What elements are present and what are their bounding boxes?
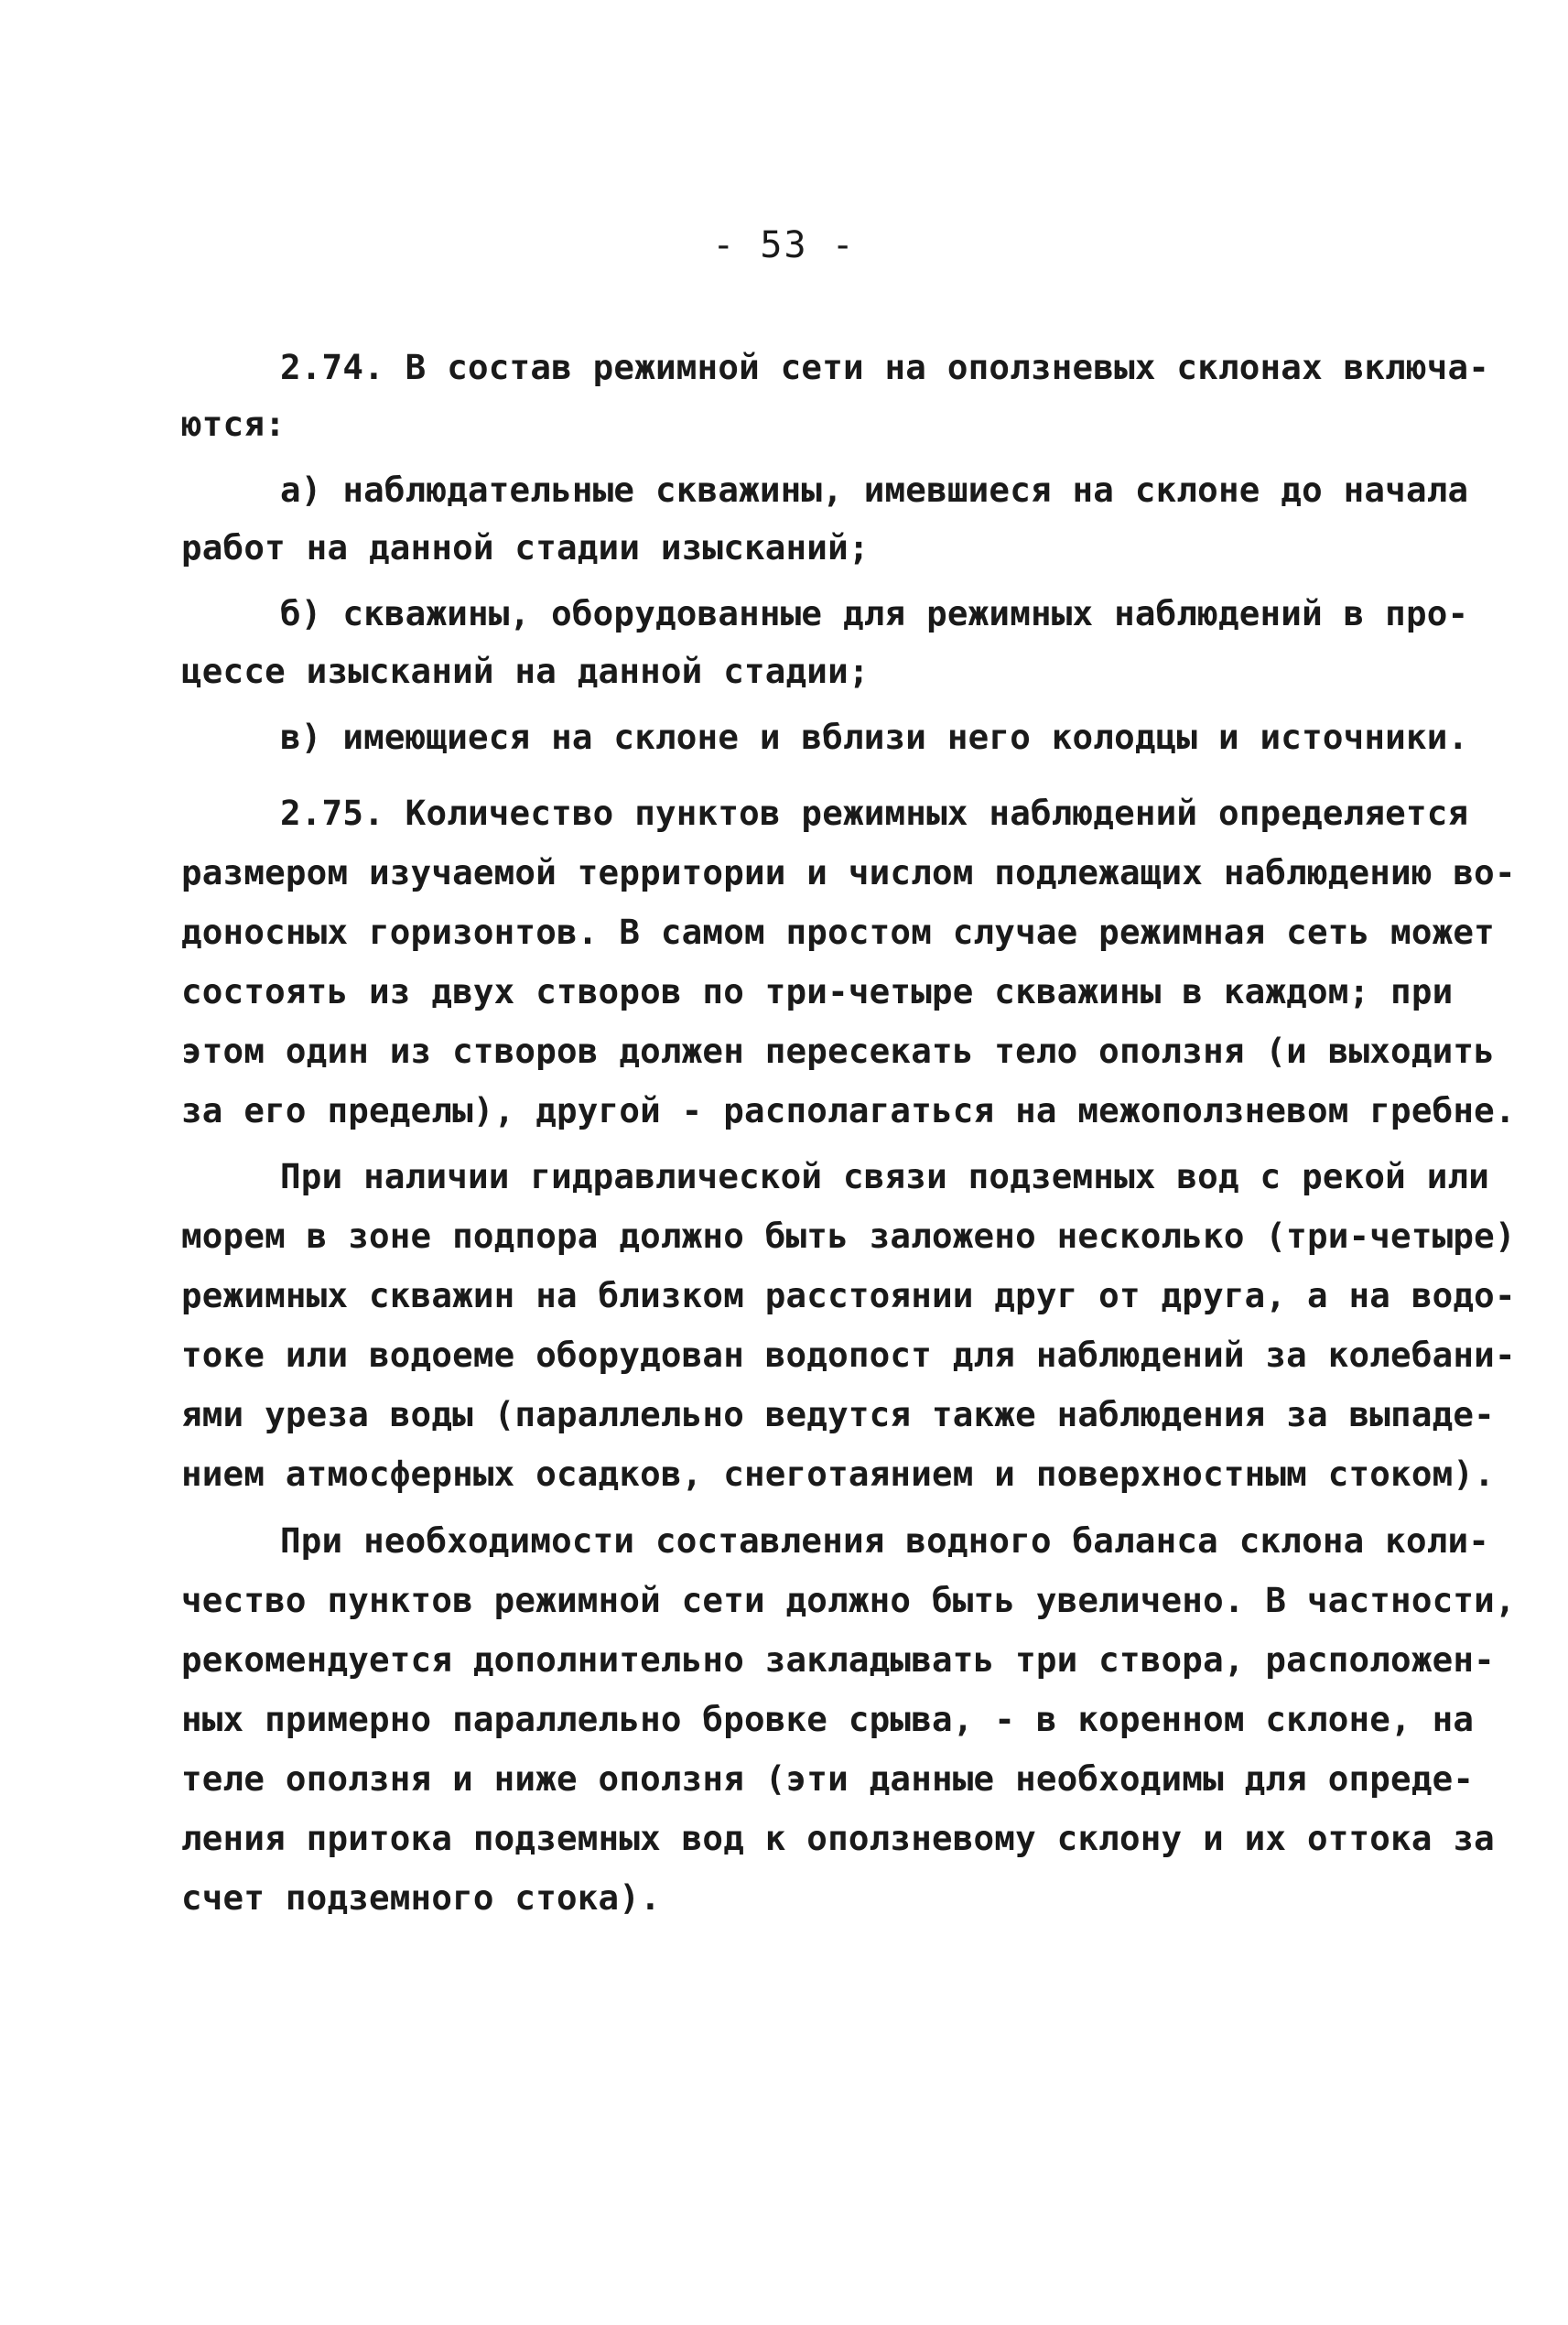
text-line: При наличии гидравлической связи подземных вод с рекой или [280, 1156, 1490, 1196]
text-line: 2.75. Количество пунктов режимных наблюдений определяется [280, 793, 1469, 833]
text-line: морем в зоне подпора должно быть заложено несколько (три-четыре) [181, 1216, 1516, 1256]
text-line: рекомендуется дополнительно закладывать три створа, расположен- [181, 1639, 1495, 1680]
text-line: токе или водоеме оборудован водопост для наблюдений за колебани- [181, 1335, 1516, 1375]
text-line: цессе изысканий на данной стадии; [181, 651, 870, 691]
text-line: режимных скважин на близком расстоянии друг от друга, а на водо- [181, 1275, 1516, 1315]
text-line: а) наблюдательные скважины, имевшиеся на склоне до начала [280, 470, 1469, 510]
text-line: 2.74. В состав режимной сети на оползневых склонах включа- [280, 347, 1490, 387]
text-line: б) скважины, оборудованные для режимных наблюдений в про- [280, 593, 1469, 633]
text-line: состоять из двух створов по три-четыре скважины в каждом; при [181, 971, 1454, 1011]
text-line: ются: [181, 404, 286, 444]
text-line: теле оползня и ниже оползня (эти данные необходимы для опреде- [181, 1758, 1475, 1799]
text-line: нием атмосферных осадков, снеготаянием и поверхностным стоком). [181, 1454, 1495, 1494]
text-line: работ на данной стадии изысканий; [181, 527, 870, 568]
text-line: При необходимости составления водного баланса склона коли- [280, 1520, 1490, 1561]
text-line: за его пределы), другой - располагаться на межоползневом гребне. [181, 1090, 1516, 1130]
text-line: чество пунктов режимной сети должно быть увеличено. В частности, [181, 1580, 1516, 1620]
text-line: счет подземного стока). [181, 1877, 661, 1918]
page-number: - 53 - [712, 224, 856, 266]
text-line: доносных горизонтов. В самом простом случае режимная сеть может [181, 912, 1495, 952]
text-line: в) имеющиеся на склоне и вблизи него колодцы и источники. [280, 717, 1469, 757]
text-line: размером изучаемой территории и числом подлежащих наблюдению во- [181, 852, 1516, 892]
text-line: ных примерно параллельно бровке срыва, - в коренном склоне, на [181, 1699, 1475, 1739]
text-line: ями уреза воды (параллельно ведутся также наблюдения за выпаде- [181, 1394, 1495, 1434]
text-line: ления притока подземных вод к оползневому склону и их оттока за [181, 1818, 1495, 1858]
text-line: этом один из створов должен пересекать тело оползня (и выходить [181, 1031, 1495, 1071]
